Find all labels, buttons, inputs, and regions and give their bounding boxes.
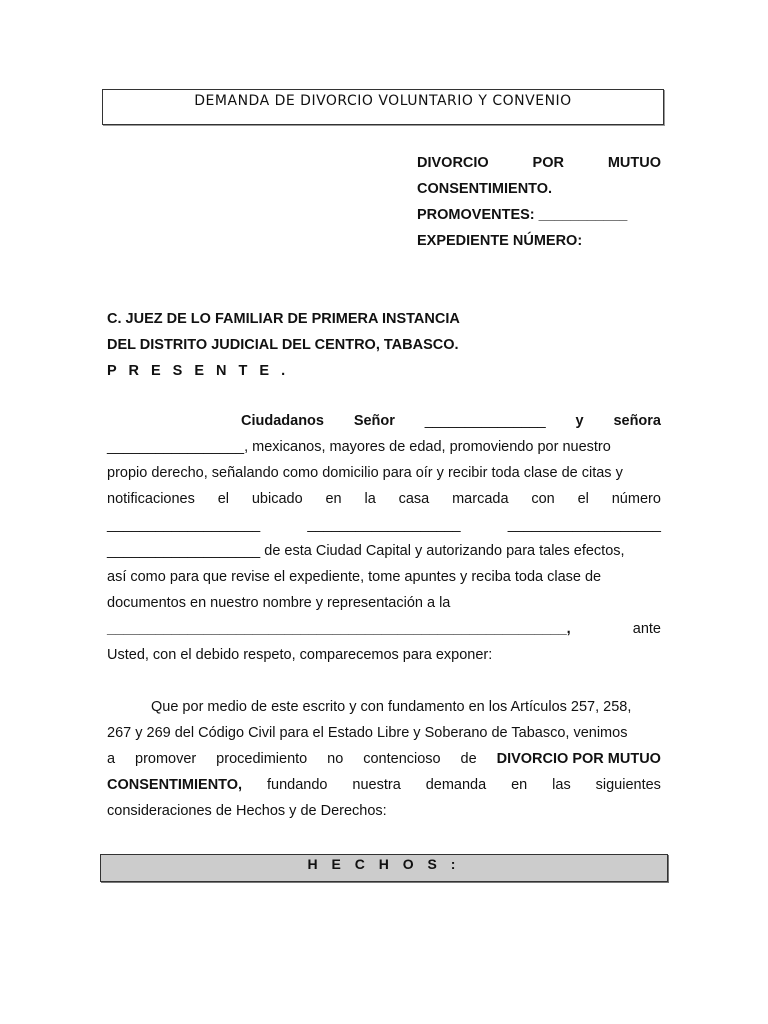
word: ante (632, 621, 661, 637)
case-type-word: DIVORCIO (417, 155, 489, 171)
addressee-line-1: C. JUEZ DE LO FAMILIAR DE PRIMERA INSTANCIA (107, 311, 460, 327)
case-type-line-2: CONSENTIMIENTO. (417, 181, 553, 197)
blank-line: ___________________ (307, 517, 461, 533)
word: nuestra (352, 777, 401, 793)
paragraph-line (107, 772, 661, 798)
blank-line: _______________ (424, 413, 546, 429)
blank-line: ___________________ (507, 517, 661, 533)
bold-phrase: CONSENTIMIENTO, (107, 777, 243, 793)
word: a (107, 751, 116, 767)
word: de (460, 751, 477, 767)
word: marcada (452, 491, 509, 507)
paragraph-line (107, 408, 661, 434)
bold-phrase: DIVORCIO POR MUTUO (496, 751, 661, 767)
paragraph-line: ___________________ de esta Ciudad Capital y autorizando para tales efectos, (107, 543, 625, 559)
paragraph-line (107, 746, 661, 772)
case-type-line (417, 150, 661, 176)
paragraph-line (107, 486, 661, 512)
word: Ciudadanos (241, 413, 324, 429)
word: número (611, 491, 661, 507)
addressee-block (107, 306, 667, 384)
word: promover (135, 751, 197, 767)
word: siguientes (595, 777, 661, 793)
word: Señor (353, 413, 395, 429)
paragraph-2 (107, 694, 661, 824)
word: contencioso (363, 751, 441, 767)
case-info-block (417, 150, 661, 254)
word: demanda (425, 777, 487, 793)
word: el (577, 491, 589, 507)
word: con (531, 491, 555, 507)
section-header-hechos: H E C H O S : (307, 856, 461, 872)
paragraph-line: propio derecho, señalando como domicilio para oír y recibir toda clase de citas y (107, 465, 623, 481)
word: el (217, 491, 229, 507)
word: procedimiento (216, 751, 308, 767)
paragraph-line: documentos en nuestro nombre y representación a la (107, 595, 451, 611)
word: en (325, 491, 342, 507)
addressee-line-2: DEL DISTRITO JUDICIAL DEL CENTRO, TABASCO. (107, 337, 459, 353)
paragraph-line: 267 y 269 del Código Civil para el Estado Libre y Soberano de Tabasco, venimos (107, 725, 628, 741)
word: y (575, 413, 584, 429)
word: casa (398, 491, 430, 507)
paragraph-line: Usted, con el debido respeto, comparecemos para exponer: (107, 647, 493, 663)
paragraph-line: consideraciones de Hechos y de Derechos: (107, 803, 387, 819)
paragraph-line (107, 616, 661, 642)
paragraph-line: Que por medio de este escrito y con fundamento en los Artículos 257, 258, (151, 699, 632, 715)
paragraph-line: así como para que revise el expediente, tome apuntes y reciba toda clase de (107, 569, 602, 585)
promoventes-field: PROMOVENTES: ___________ (417, 207, 628, 223)
word: notificaciones (107, 491, 195, 507)
paragraph-line (107, 512, 661, 538)
word: no (327, 751, 344, 767)
word: en (511, 777, 528, 793)
section-header-box (100, 854, 668, 882)
document-title: DEMANDA DE DIVORCIO VOLUNTARIO Y CONVENIO (194, 93, 572, 109)
title-box (102, 89, 664, 125)
expediente-field: EXPEDIENTE NÚMERO: (417, 233, 583, 249)
blank-line: ___________________ (107, 517, 261, 533)
paragraph-1 (107, 408, 661, 668)
word: ubicado (251, 491, 303, 507)
word: la (364, 491, 376, 507)
case-type-word: MUTUO (607, 155, 661, 171)
paragraph-line: _________________, mexicanos, mayores de edad, promoviendo por nuestro (107, 439, 611, 455)
presente-line: P R E S E N T E . (107, 363, 290, 379)
case-type-word: POR (532, 155, 564, 171)
word: fundando (267, 777, 328, 793)
word: las (552, 777, 571, 793)
blank-line: _________________________________________________________, (107, 621, 571, 637)
word: señora (613, 413, 661, 429)
